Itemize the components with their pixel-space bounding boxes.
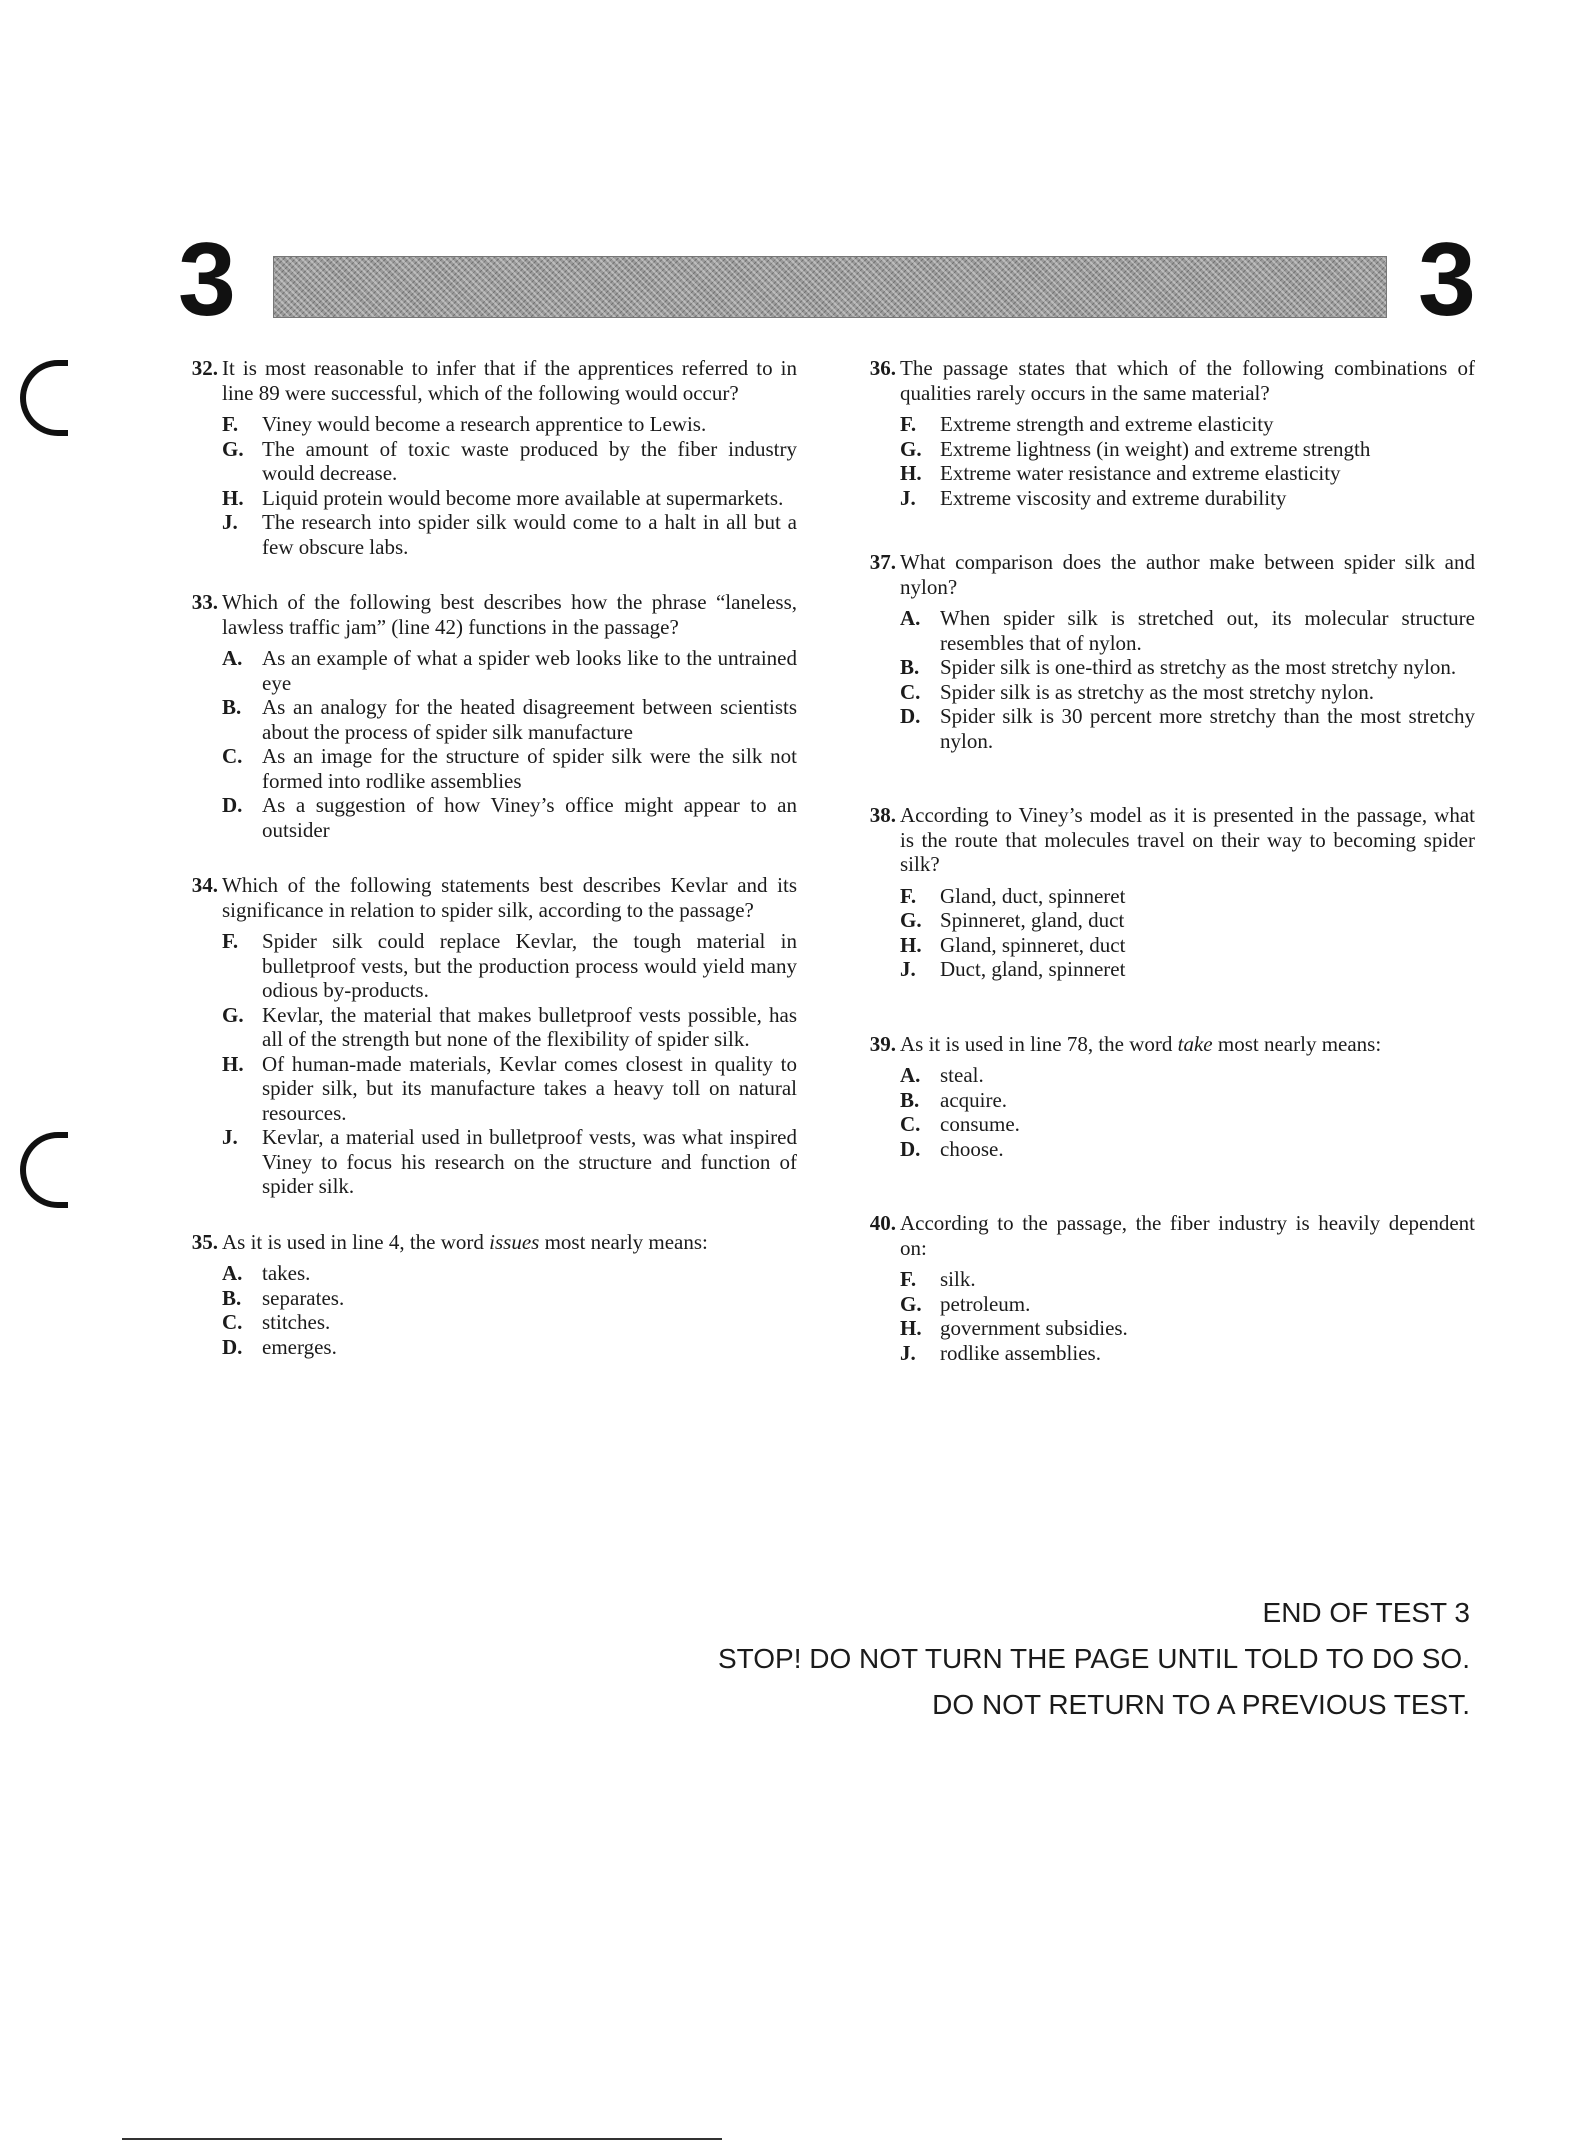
option-text: emerges. xyxy=(262,1334,337,1359)
answer-option[interactable] xyxy=(222,1286,797,1311)
section-number-right: 3 xyxy=(1418,222,1476,338)
answer-option[interactable] xyxy=(900,704,1475,753)
answer-option[interactable] xyxy=(222,1125,797,1199)
option-text: government subsidies. xyxy=(940,1316,1128,1340)
question-35 xyxy=(172,1230,797,1360)
question-number: 35. xyxy=(191,1229,218,1254)
option-text: Gland, duct, spinneret xyxy=(940,883,1126,908)
answer-option[interactable] xyxy=(222,437,797,486)
answer-option[interactable] xyxy=(222,1003,797,1052)
option-letter: A. xyxy=(900,1063,921,1087)
answer-option[interactable] xyxy=(222,1261,797,1286)
option-letter: B. xyxy=(900,1087,920,1112)
option-text: Spider silk could replace Kevlar, the tough material in bulletproof vests, but the production process would yield many odious by-products. xyxy=(262,929,797,1002)
option-letter: H. xyxy=(222,1051,244,1076)
option-text: stitches. xyxy=(262,1310,331,1334)
option-text: silk. xyxy=(940,1267,976,1291)
answer-option[interactable] xyxy=(900,680,1475,705)
option-letter: D. xyxy=(222,1334,243,1359)
section-number-left: 3 xyxy=(178,222,236,338)
option-letter: D. xyxy=(222,793,243,817)
question-number: 36. xyxy=(869,356,896,380)
option-letter: H. xyxy=(222,485,244,510)
option-text: Spider silk is as stretchy as the most stretchy nylon. xyxy=(940,679,1374,704)
answer-option[interactable] xyxy=(222,793,797,842)
option-letter: H. xyxy=(900,1316,922,1340)
answer-option[interactable] xyxy=(900,461,1475,486)
option-letter: J. xyxy=(900,1340,916,1365)
option-letter: C. xyxy=(900,1112,921,1136)
end-of-test-notice xyxy=(718,1590,1470,1728)
answer-option[interactable] xyxy=(900,1137,1475,1162)
option-text: As a suggestion of how Viney’s office might appear to an outsider xyxy=(262,793,797,842)
question-stem xyxy=(900,1032,1475,1057)
left-column xyxy=(172,356,797,1390)
question-number: 34. xyxy=(191,873,218,897)
option-letter: H. xyxy=(900,461,922,485)
option-text: Kevlar, a material used in bulletproof vests, was what inspired Viney to focus his research on the structure and function of spider silk. xyxy=(262,1125,797,1198)
option-text: Spider silk is 30 percent more stretchy than the most stretchy nylon. xyxy=(940,704,1475,753)
answer-option[interactable] xyxy=(900,933,1475,958)
question-33 xyxy=(172,590,797,842)
question-number: 40. xyxy=(869,1211,896,1235)
question-32 xyxy=(172,356,797,559)
option-text: Kevlar, the material that makes bulletproof vests possible, has all of the strength but none of the flexibility of spider silk. xyxy=(262,1002,797,1051)
answer-option[interactable] xyxy=(222,695,797,744)
option-text: Spinneret, gland, duct xyxy=(940,908,1125,932)
option-text: choose. xyxy=(940,1136,1004,1161)
option-letter: G. xyxy=(222,436,244,461)
option-text: Viney would become a research apprentice to Lewis. xyxy=(262,412,707,436)
option-text: separates. xyxy=(262,1285,345,1310)
option-text: Extreme viscosity and extreme durability xyxy=(940,485,1287,510)
answer-option[interactable] xyxy=(900,655,1475,680)
answer-option[interactable] xyxy=(900,908,1475,933)
option-text: Of human-made materials, Kevlar comes closest in quality to spider silk, but its manufacture takes a heavy toll on natural resources. xyxy=(262,1051,797,1125)
question-40 xyxy=(850,1211,1475,1365)
option-letter: A. xyxy=(900,606,921,630)
option-letter: G. xyxy=(900,436,922,461)
option-text: Liquid protein would become more available at supermarkets. xyxy=(262,485,784,510)
page-bottom-rule xyxy=(122,2138,722,2140)
question-stem xyxy=(222,1230,797,1255)
answer-option[interactable] xyxy=(222,1052,797,1126)
option-letter: G. xyxy=(222,1002,244,1027)
answer-option[interactable] xyxy=(222,510,797,559)
answer-option[interactable] xyxy=(222,1335,797,1360)
header-bar xyxy=(273,256,1387,318)
option-letter: H. xyxy=(900,932,922,957)
option-letter: B. xyxy=(222,695,242,719)
question-36 xyxy=(850,356,1475,510)
stem-text: As it is used in line 78, the word xyxy=(900,1031,1178,1056)
answer-option[interactable] xyxy=(222,1310,797,1335)
binder-hole-mark xyxy=(20,1132,68,1208)
answer-option[interactable] xyxy=(900,1292,1475,1317)
option-letter: F. xyxy=(222,929,239,953)
option-text: steal. xyxy=(940,1063,984,1087)
option-letter: G. xyxy=(900,1291,922,1316)
question-34 xyxy=(172,873,797,1199)
option-letter: A. xyxy=(222,646,243,670)
answer-option[interactable] xyxy=(222,646,797,695)
question-stem: Which of the following statements best describes Kevlar and its significance in relation to spider silk, according to the passage? xyxy=(222,873,797,922)
option-text: The research into spider silk would come to a halt in all but a few obscure labs. xyxy=(262,510,797,559)
option-text: acquire. xyxy=(940,1087,1008,1112)
question-stem: It is most reasonable to infer that if the apprentices referred to in line 89 were successful, which of the following would occur? xyxy=(222,356,797,405)
option-letter: J. xyxy=(222,510,238,534)
answer-option[interactable] xyxy=(900,437,1475,462)
option-letter: D. xyxy=(900,1136,921,1161)
option-letter: G. xyxy=(900,908,922,932)
option-text: Spider silk is one-third as stretchy as the most stretchy nylon. xyxy=(940,655,1457,679)
question-number: 39. xyxy=(869,1031,896,1056)
answer-option[interactable] xyxy=(900,1088,1475,1113)
question-37 xyxy=(850,550,1475,753)
option-letter: C. xyxy=(900,679,921,704)
option-text: petroleum. xyxy=(940,1291,1031,1316)
option-letter: F. xyxy=(900,412,917,436)
option-letter: C. xyxy=(222,744,243,768)
option-text: As an image for the structure of spider silk were the silk not formed into rodlike assemblies xyxy=(262,744,797,793)
stem-text: most nearly means: xyxy=(1212,1031,1382,1056)
end-of-test-label: END OF TEST 3 xyxy=(1262,1597,1470,1628)
answer-option[interactable] xyxy=(900,412,1475,437)
question-number: 32. xyxy=(191,356,218,380)
option-letter: F. xyxy=(900,883,917,908)
stem-text: most nearly means: xyxy=(539,1229,708,1254)
stem-keyword: issues xyxy=(489,1229,540,1254)
option-text: The amount of toxic waste produced by the fiber industry would decrease. xyxy=(262,436,797,485)
option-text: Extreme strength and extreme elasticity xyxy=(940,412,1274,436)
question-number: 37. xyxy=(869,550,896,574)
option-text: takes. xyxy=(262,1261,311,1285)
answer-option[interactable] xyxy=(222,744,797,793)
option-text: Gland, spinneret, duct xyxy=(940,932,1126,957)
option-letter: B. xyxy=(222,1285,242,1310)
question-number: 33. xyxy=(191,590,218,614)
option-letter: A. xyxy=(222,1261,243,1285)
option-letter: F. xyxy=(222,412,239,436)
option-letter: B. xyxy=(900,655,920,679)
question-stem: What comparison does the author make between spider silk and nylon? xyxy=(900,550,1475,599)
option-text: As an example of what a spider web looks like to the untrained eye xyxy=(262,646,797,695)
option-text: Extreme lightness (in weight) and extreme strength xyxy=(940,436,1371,461)
answer-option[interactable] xyxy=(900,1267,1475,1292)
option-text: rodlike assemblies. xyxy=(940,1340,1101,1365)
answer-option[interactable] xyxy=(900,606,1475,655)
option-text: Duct, gland, spinneret xyxy=(940,957,1126,981)
option-text: consume. xyxy=(940,1112,1020,1136)
answer-option[interactable] xyxy=(900,486,1475,511)
option-letter: F. xyxy=(900,1267,917,1291)
answer-option[interactable] xyxy=(900,957,1475,982)
no-return-instruction: DO NOT RETURN TO A PREVIOUS TEST. xyxy=(932,1689,1470,1720)
question-stem: The passage states that which of the following combinations of qualities rarely occurs in the same material? xyxy=(900,356,1475,405)
question-39 xyxy=(850,1032,1475,1162)
option-letter: D. xyxy=(900,704,921,728)
binder-hole-mark xyxy=(20,360,68,436)
answer-option[interactable] xyxy=(900,1112,1475,1137)
question-stem: According to Viney’s model as it is presented in the passage, what is the route that molecules travel on their way to becoming spider silk? xyxy=(900,803,1475,876)
question-38 xyxy=(850,803,1475,982)
question-stem: Which of the following best describes how the phrase “laneless, lawless traffic jam” (line 42) functions in the passage? xyxy=(222,590,797,639)
stop-instruction: STOP! DO NOT TURN THE PAGE UNTIL TOLD TO DO SO. xyxy=(717,1643,1470,1674)
question-number: 38. xyxy=(869,803,896,827)
stem-text: As it is used in line 4, the word xyxy=(222,1229,490,1254)
option-text: As an analogy for the heated disagreement between scientists about the process of spider silk manufacture xyxy=(262,695,797,744)
answer-option[interactable] xyxy=(900,884,1475,909)
answer-option[interactable] xyxy=(900,1341,1475,1366)
option-letter: J. xyxy=(900,957,916,981)
option-letter: C. xyxy=(222,1310,243,1334)
right-column xyxy=(850,356,1475,1396)
option-text: Extreme water resistance and extreme elasticity xyxy=(940,461,1341,485)
answer-option[interactable] xyxy=(222,929,797,1003)
option-letter: J. xyxy=(900,485,916,510)
answer-option[interactable] xyxy=(222,412,797,437)
option-letter: J. xyxy=(222,1125,238,1149)
stem-keyword: take xyxy=(1177,1031,1213,1056)
question-stem: According to the passage, the fiber industry is heavily dependent on: xyxy=(900,1211,1475,1260)
answer-option[interactable] xyxy=(900,1316,1475,1341)
answer-option[interactable] xyxy=(900,1063,1475,1088)
answer-option[interactable] xyxy=(222,486,797,511)
option-text: When spider silk is stretched out, its molecular structure resembles that of nylon. xyxy=(940,606,1475,655)
